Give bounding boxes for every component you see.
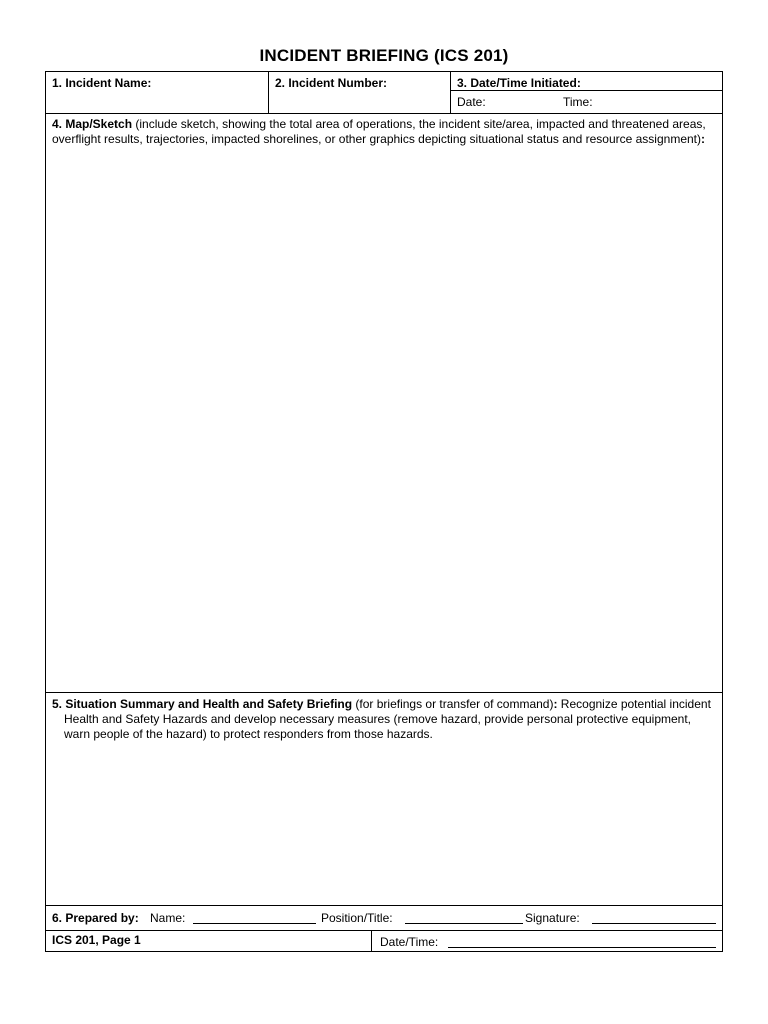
situation-summary-colon: : (553, 697, 558, 711)
date-time-inputs[interactable] (451, 91, 722, 113)
map-sketch-section[interactable] (46, 113, 722, 693)
prepared-by-label: 6. Prepared by: (52, 911, 139, 925)
header-row (46, 72, 722, 114)
situation-summary-label: 5. Situation Summary and Health and Safety Briefing (52, 697, 353, 711)
incident-briefing-form (45, 71, 723, 952)
footer-datetime-label: Date/Time: (380, 935, 439, 949)
situation-summary-text (52, 697, 716, 742)
date-time-initiated-field (451, 72, 722, 113)
date-time-initiated-label: 3. Date/Time Initiated: (451, 72, 722, 91)
name-input-line[interactable] (193, 923, 316, 924)
form-title: INCIDENT BRIEFING (ICS 201) (259, 46, 509, 65)
incident-number-field[interactable] (269, 72, 451, 113)
map-sketch-colon: : (701, 132, 705, 146)
position-title-input-line[interactable] (405, 923, 523, 924)
date-label: Date: (457, 95, 486, 109)
prepared-by-row (46, 906, 722, 931)
time-label: Time: (563, 95, 593, 109)
name-label: Name: (150, 911, 186, 925)
signature-label: Signature: (525, 911, 580, 925)
incident-name-field[interactable] (46, 72, 269, 113)
situation-summary-paren: (for briefings or transfer of command) (352, 697, 554, 711)
situation-summary-section[interactable] (46, 693, 722, 906)
footer-row (46, 930, 722, 951)
footer-datetime-input-line[interactable] (448, 947, 716, 948)
footer-datetime-field (372, 930, 722, 951)
signature-input-line[interactable] (592, 923, 716, 924)
map-sketch-description: (include sketch, showing the total area of operations, the incident site/area, impacted and threatened areas, overflight results, trajectories, impacted shorelines, or other graphics depicting situational status and resource assignment) (52, 117, 706, 146)
incident-number-label: 2. Incident Number: (275, 76, 388, 90)
position-title-label: Position/Title: (321, 911, 393, 925)
map-sketch-label: 4. Map/Sketch (52, 117, 133, 131)
form-page-id: ICS 201, Page 1 (46, 930, 372, 951)
situation-summary-description: Recognize potential incident Health and Safety Hazards and develop necessary measures (remove hazard, provide personal protective equipment, warn people of the hazard) to protect responders from those hazards. (64, 697, 711, 741)
incident-name-label: 1. Incident Name: (52, 76, 152, 90)
